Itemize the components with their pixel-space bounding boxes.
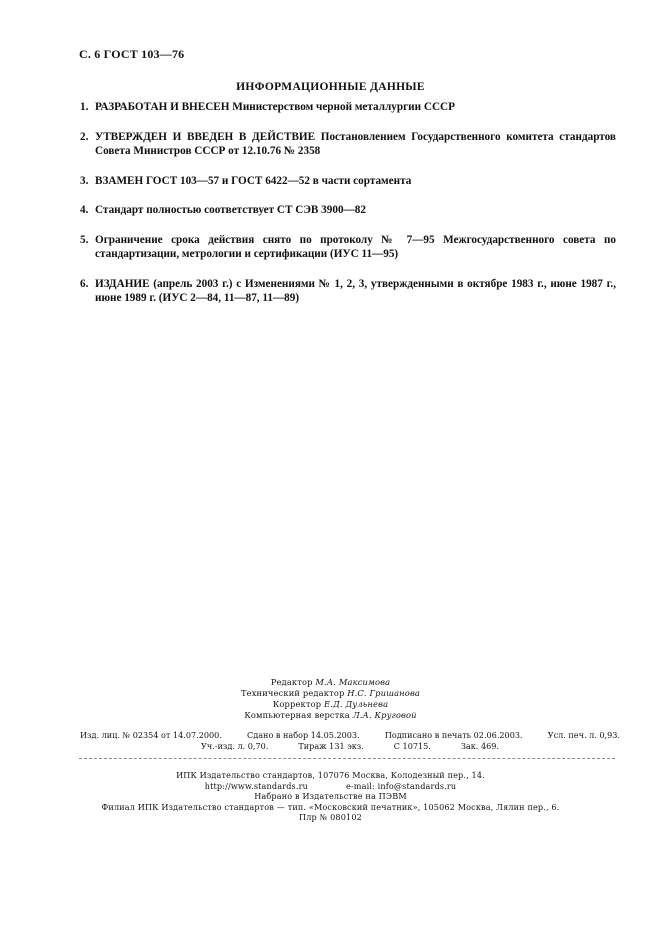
list-item bbox=[80, 130, 616, 159]
item-lead: ВЗАМЕН ГОСТ 103—57 и ГОСТ 6422—52 в части сортамента bbox=[95, 174, 412, 187]
credit-editor bbox=[0, 677, 661, 688]
item-number: 3. bbox=[80, 174, 89, 187]
branch-address: Филиал ИПК Издательство стандартов — тип. «Московский печатник», 105062 Москва, Лялин пер., 6. bbox=[101, 801, 560, 812]
item-number: 6. bbox=[80, 277, 89, 290]
item-text: Стандарт полностью соответствует СТ СЭВ 3900—82 bbox=[95, 204, 366, 216]
credit-label: Редактор bbox=[270, 677, 313, 687]
item-lead: ИЗДАНИЕ bbox=[95, 277, 150, 290]
credit-tech-editor bbox=[0, 688, 661, 699]
license-info: Изд. лиц. № 02354 от 14.07.2000. bbox=[80, 730, 222, 740]
credit-name: Л.А. Круговой bbox=[352, 710, 417, 720]
order-number: Зак. 469. bbox=[460, 741, 499, 751]
info-list bbox=[80, 100, 616, 321]
item-lead: УТВЕРЖДЕН И ВВЕДЕН В ДЕЙСТВИЕ bbox=[95, 130, 316, 143]
pub-sheets: Уч.-изд. л. 0,70. bbox=[201, 741, 269, 751]
credit-layout bbox=[0, 710, 661, 721]
item-text: Ограничение срока действия снято по протоколу № 7—95 Межгосударственного совета по стандартизации, метрологии и сертификации (ИУС 11—95) bbox=[95, 233, 616, 260]
contacts-row bbox=[0, 781, 661, 792]
list-item bbox=[80, 233, 616, 262]
order-c: С 10715. bbox=[393, 741, 431, 751]
publisher-address: ИПК Издательство стандартов, 107076 Москва, Колодезный пер., 14. bbox=[176, 770, 485, 780]
item-text: (апрель 2003 г.) с Изменениями № 1, 2, 3, утвержденными в октябре 1983 г., июне 1987 г., июне 1989 г. (ИУС 2—84, 11—87, 11—89) bbox=[95, 277, 616, 304]
publication-row-1 bbox=[80, 730, 620, 741]
credits-block bbox=[0, 677, 661, 721]
credit-corrector bbox=[0, 699, 661, 710]
credit-label: Компьютерная верстка bbox=[244, 710, 350, 720]
item-text: Постановлением Государственного комитета стандартов Совета Министров СССР от 12.10.76 № 2358 bbox=[95, 130, 616, 157]
section-title: ИНФОРМАЦИОННЫЕ ДАННЫЕ bbox=[236, 81, 425, 93]
circulation: Тираж 131 экз. bbox=[298, 741, 364, 751]
item-number: 5. bbox=[80, 233, 89, 246]
website-link[interactable]: http://www.standards.ru bbox=[204, 780, 308, 791]
email-link[interactable]: e-mail: info@standards.ru bbox=[345, 780, 457, 791]
credit-name: Н.С. Гришанова bbox=[347, 688, 421, 698]
list-item bbox=[80, 100, 616, 115]
item-number: 4. bbox=[80, 204, 89, 216]
imprint-block bbox=[0, 770, 661, 823]
item-number: 2. bbox=[80, 130, 89, 143]
credit-name: Е.Д. Дульнева bbox=[324, 699, 389, 709]
list-item bbox=[80, 174, 616, 189]
publication-info bbox=[80, 730, 620, 752]
print-sheets: Усл. печ. л. 0,93. bbox=[547, 730, 620, 740]
item-text: Министерством черной металлургии СССР bbox=[229, 101, 455, 113]
print-date: Подписано в печать 02.06.2003. bbox=[384, 730, 523, 740]
list-item bbox=[80, 277, 616, 306]
list-item bbox=[80, 203, 616, 218]
item-lead: РАЗРАБОТАН И ВНЕСЕН bbox=[95, 101, 230, 113]
divider bbox=[79, 758, 615, 759]
publication-row-2 bbox=[80, 741, 620, 752]
typeset-note: Набрано в Издательстве на ПЭВМ bbox=[254, 791, 407, 801]
credit-label: Технический редактор bbox=[240, 688, 345, 698]
credit-name: М.А. Максимова bbox=[315, 677, 391, 687]
page-header: С. 6 ГОСТ 103—76 bbox=[79, 47, 185, 61]
set-date: Сдано в набор 14.05.2003. bbox=[247, 730, 360, 740]
credit-label: Корректор bbox=[272, 699, 322, 709]
plr-number: Плр № 080102 bbox=[299, 812, 362, 822]
item-number: 1. bbox=[80, 101, 89, 113]
